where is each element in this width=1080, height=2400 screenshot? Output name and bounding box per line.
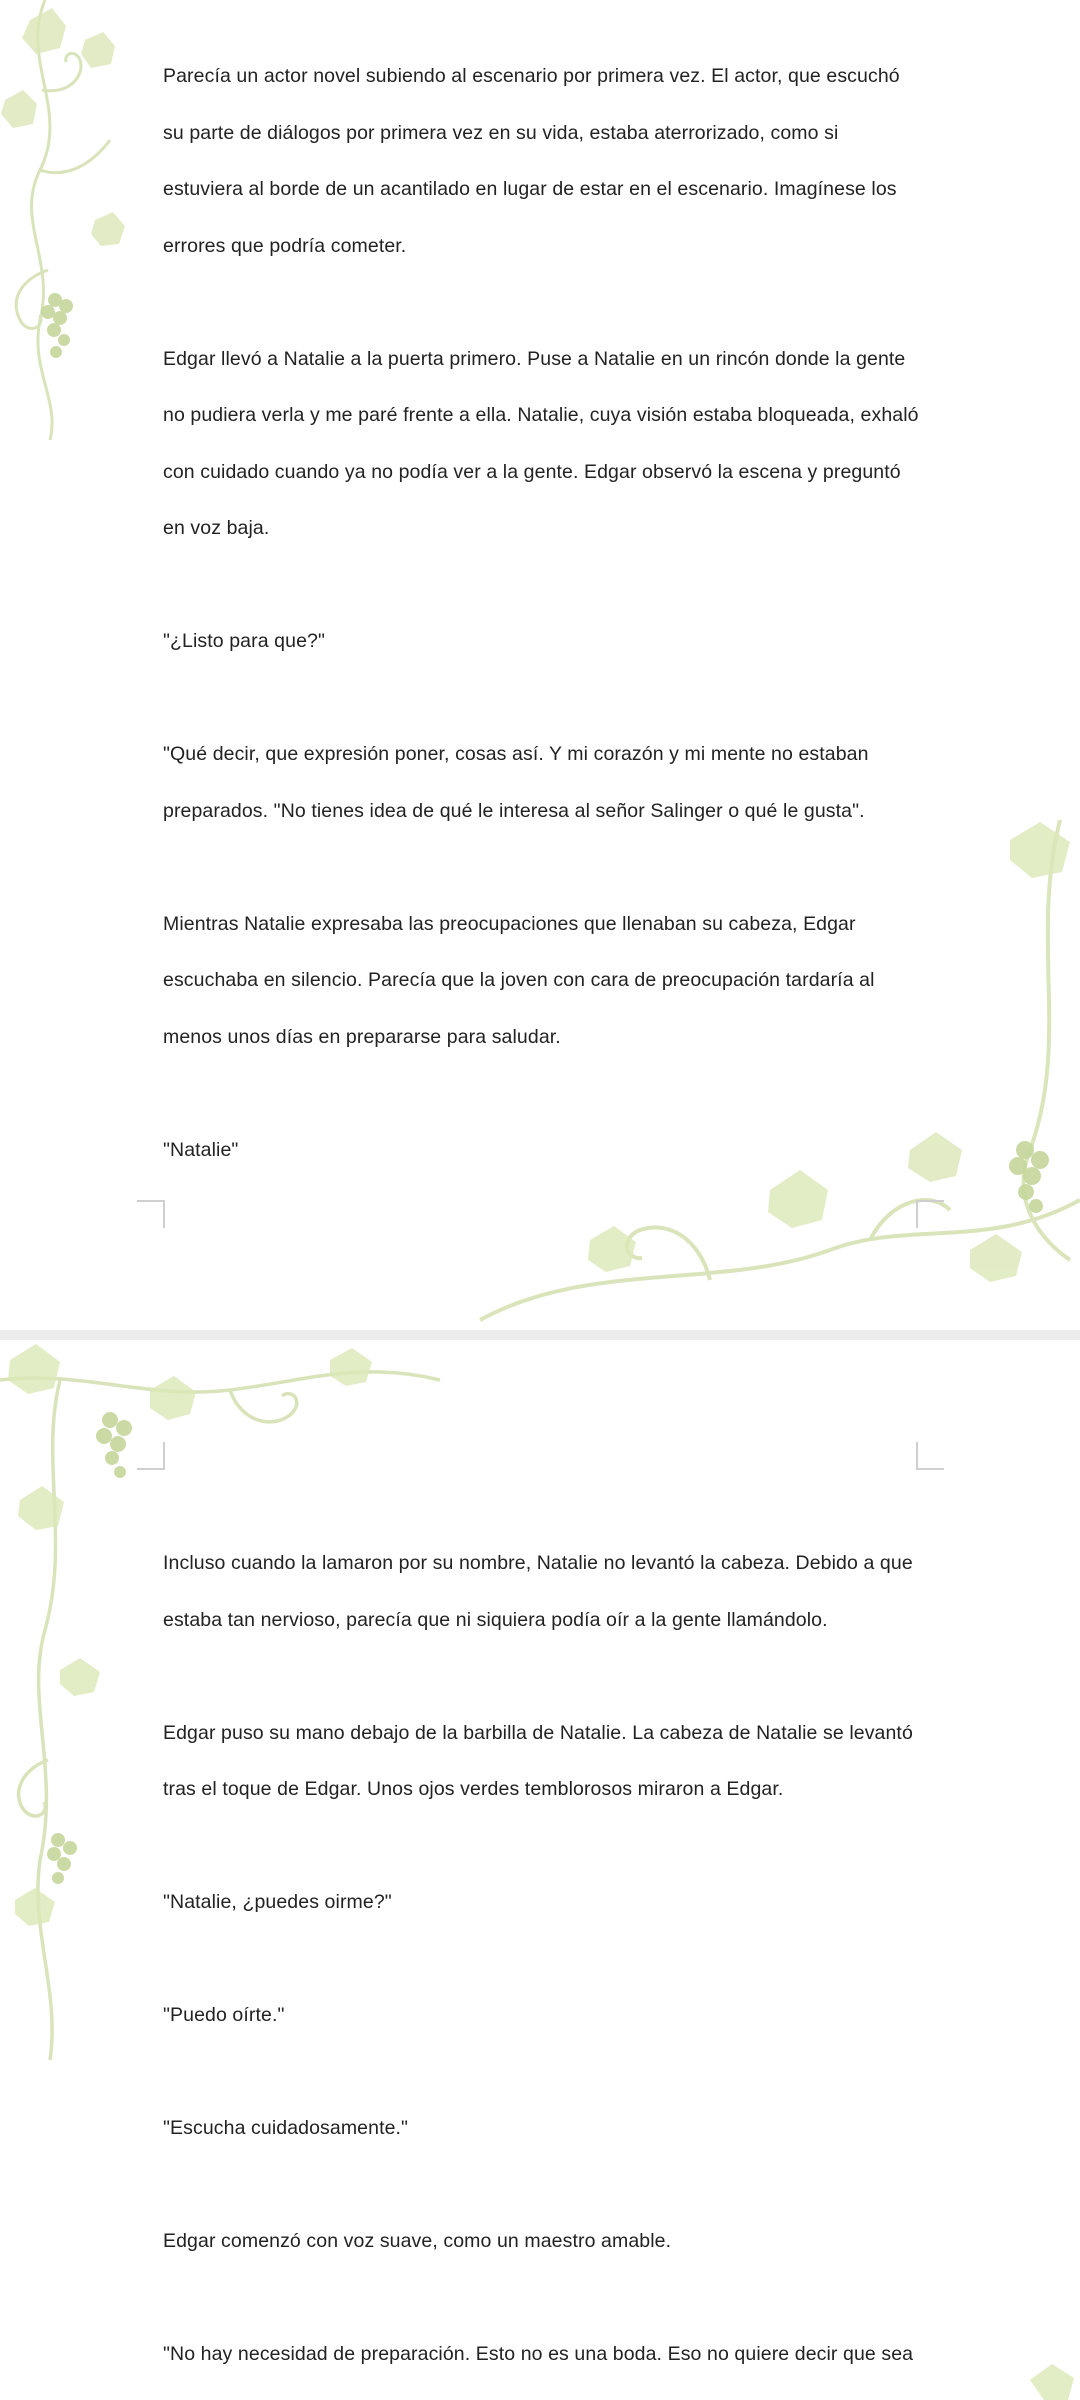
dialogue-line: "Escucha cuidadosamente.": [163, 2117, 409, 2139]
paragraph: Edgar comenzó con voz suave, como un maestro amable.: [163, 2230, 672, 2252]
paragraph: "No hay necesidad de preparación. Esto no es una boda. Eso no quiere decir que sea: [163, 2343, 914, 2365]
paragraph: Edgar llevó a Natalie a la puerta primero. Puse a Natalie en un rincón donde la gente no pudiera verla y me paré frente a ella. Natalie, cuya visión estaba bloqueada, exhaló con cuidado cuando ya no podía ver a la gente. Edgar observó la escena y preguntó en voz baja.: [163, 347, 919, 539]
page-corner-mark: [916, 1200, 944, 1228]
dialogue-line: "Natalie, ¿puedes oirme?": [163, 1891, 392, 1913]
page-corner-mark: [916, 1442, 944, 1470]
reader-page-2: [0, 1340, 1080, 2400]
paragraph: Parecía un actor novel subiendo al escenario por primera vez. El actor, que escuchó su parte de diálogos por primera vez en su vida, estaba aterrorizado, como si estuviera al borde de un acantilado en lugar de estar en el escenario. Imagínese los errores que podría cometer.: [163, 65, 900, 257]
grapevine-decoration-bottom-right-small: [1010, 2330, 1080, 2400]
page-separator: [0, 1330, 1080, 1340]
reader-page-2-text: [163, 1535, 923, 2383]
dialogue-line: "¿Listo para que?": [163, 630, 325, 652]
grapevine-decoration-left: [0, 0, 170, 440]
paragraph: Edgar puso su mano debajo de la barbilla de Natalie. La cabeza de Natalie se levantó tras el toque de Edgar. Unos ojos verdes temblorosos miraron a Edgar.: [163, 1721, 913, 1800]
page-corner-mark: [137, 1442, 165, 1470]
reader-page-1-text: [163, 48, 923, 1178]
paragraph: Incluso cuando la lamaron por su nombre, Natalie no levantó la cabeza. Debido a que estaba tan nervioso, parecía que ni siquiera podía oír a la gente llamándolo.: [163, 1552, 913, 1631]
dialogue-line: "Natalie": [163, 1138, 239, 1161]
page-corner-mark: [137, 1200, 165, 1228]
dialogue-line: "Puedo oírte.": [163, 2004, 285, 2026]
paragraph: "Qué decir, que expresión poner, cosas así. Y mi corazón y mi mente no estaban preparados. "No tienes idea de qué le interesa al señor Salinger o qué le gusta".: [163, 743, 869, 822]
paragraph: Mientras Natalie expresaba las preocupaciones que llenaban su cabeza, Edgar escuchaba en silencio. Parecía que la joven con cara de preocupación tardaría al menos unos días en prepararse para saludar.: [163, 912, 875, 1048]
